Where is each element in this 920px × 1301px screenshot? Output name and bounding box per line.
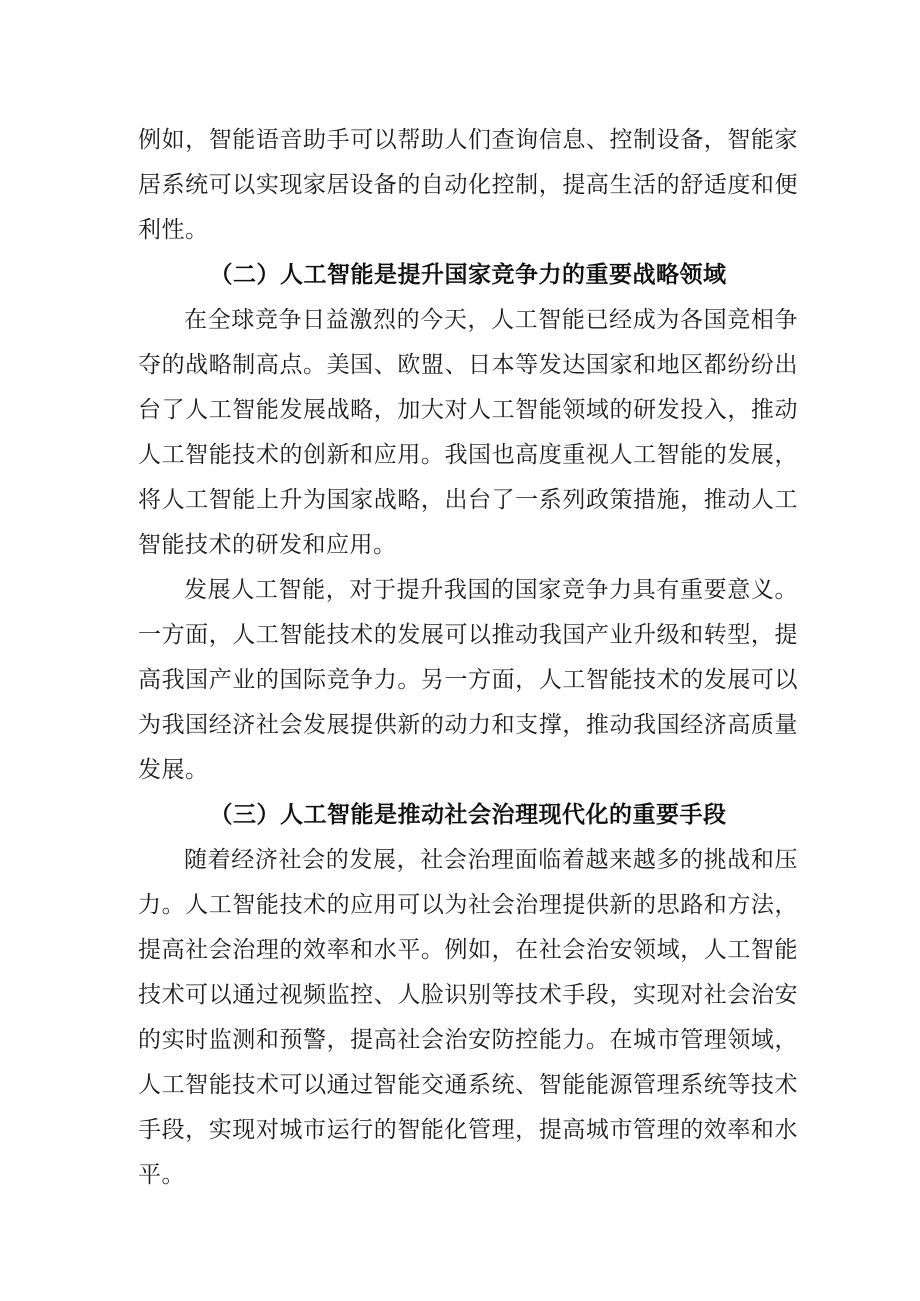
paragraph-national-competitiveness: 发展人工智能，对于提升我国的国家竞争力具有重要意义。一方面，人工智能技术的发展可以推动我国产业升级和转型，提高我国产业的国际竞争力。另一方面，人工智能技术的发展可以为我国经济社会发展提供新的动力和支撑，推动我国经济高质量发展。 (138, 577, 798, 783)
paragraph-global-competition: 在全球竞争日益激烈的今天，人工智能已经成为各国竞相争夺的战略制高点。美国、欧盟、日本等发达国家和地区都纷纷出台了人工智能发展战略，加大对人工智能领域的研发投入，推动人工智能技术的创新和应用。我国也高度重视人工智能的发展，将人工智能上升为国家战略，出台了一系列政策措施，推动人工智能技术的研发和应用。 (138, 307, 798, 558)
paragraph-continuation: 例如，智能语音助手可以帮助人们查询信息、控制设备，智能家居系统可以实现家居设备的自动化控制，提高生活的舒适度和便利性。 (138, 127, 798, 243)
document-body (138, 118, 798, 1198)
paragraph-social-governance: 随着经济社会的发展，社会治理面临着越来越多的挑战和压力。人工智能技术的应用可以为社会治理提供新的思路和方法，提高社会治理的效率和水平。例如，在社会治安领域，人工智能技术可以通过视频监控、人脸识别等技术手段，实现对社会治安的实时监测和预警，提高社会治安防控能力。在城市管理领域，人工智能技术可以通过智能交通系统、智能能源管理系统等技术手段，实现对城市运行的智能化管理，提高城市管理的效率和水平。 (138, 847, 798, 1188)
section-heading-3: （三）人工智能是推动社会治理现代化的重要手段 (209, 802, 727, 828)
section-heading-2: （二）人工智能是提升国家竞争力的重要战略领域 (209, 262, 727, 288)
